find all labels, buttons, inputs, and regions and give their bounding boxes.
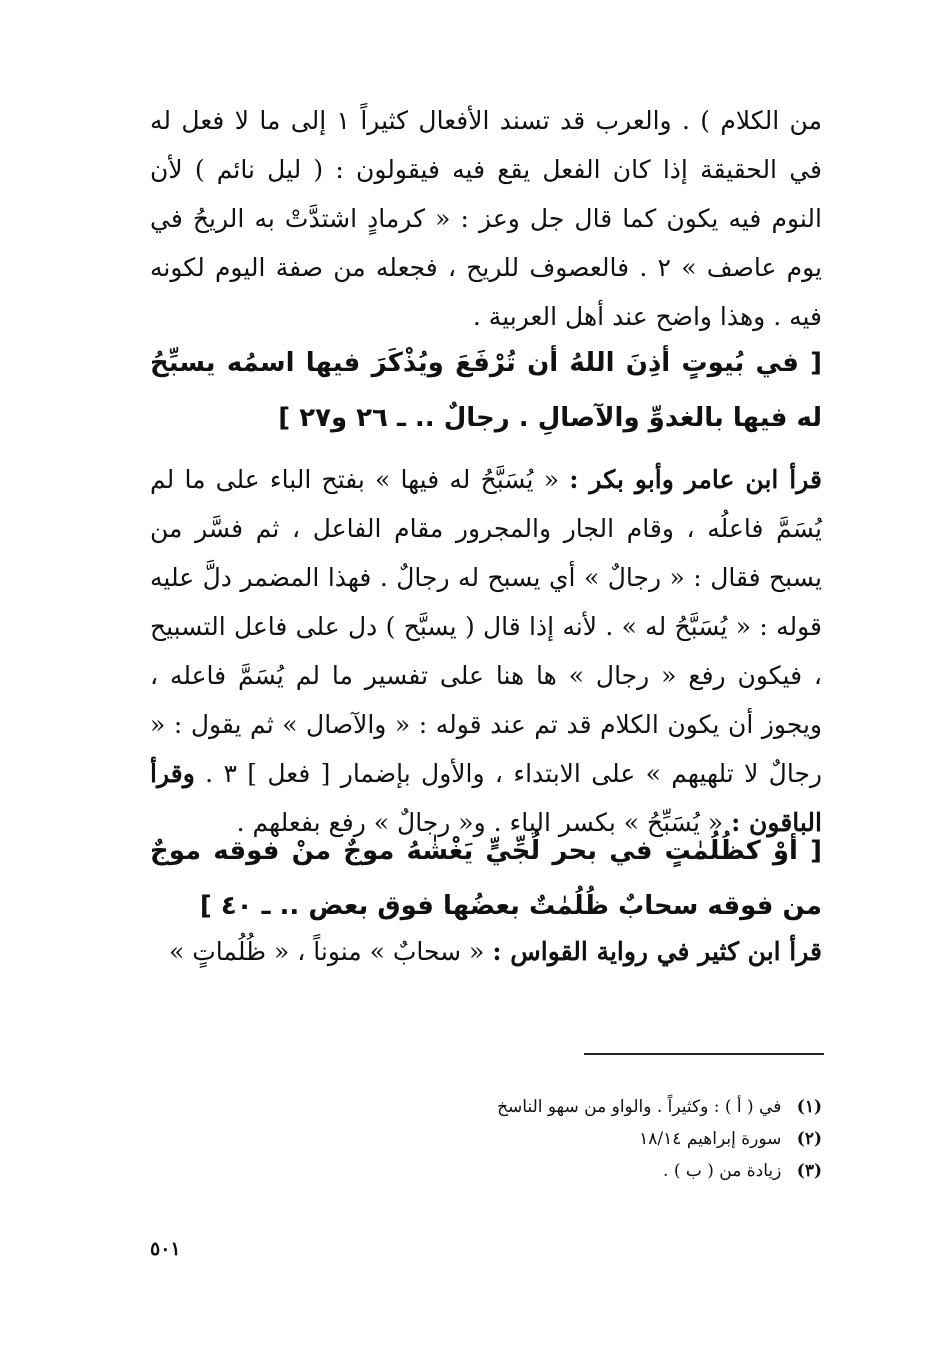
footnote-separator [584, 1053, 824, 1055]
paragraph-readings-1 [150, 455, 822, 847]
footnote-number: (٢) [796, 1129, 822, 1149]
paragraph-readings-2 [150, 927, 822, 976]
verse-text: [ في بُيوتٍ أذِنَ اللهُ أن تُرْفَعَ ويُذْكَرَ فيها اسمُه يسبِّحُ له فيها بالغدوِّ والآصالِ . رجالٌ .. ـ ٢٦ و٢٧ ] [150, 348, 822, 433]
footnote-2 [400, 1123, 822, 1155]
reader-names-remaining: وقرأ الباقون : [150, 759, 822, 837]
footnote-text: في ( أ ) : وكثيراً . والواو من سهو الناسخ [497, 1097, 782, 1117]
quran-verse-1 [150, 336, 822, 446]
footnote-number: (١) [796, 1097, 822, 1117]
paragraph-text: من الكلام ) . والعرب قد تسند الأفعال كثيراً ١ إلى ما لا فعل له في الحقيقة إذا كان الفعل يقع فيه فيقولون : ( ليل نائم ) لأن النوم فيه يكون كما قال جل وعز : « كرمادٍ اشتدَّتْ به الريحُ في يوم عاصف » ٢ . فالعصوف للريح ، فجعله من صفة اليوم لكونه فيه . وهذا واضح عند أهل العربية . [150, 106, 822, 331]
footnote-text: زيادة من ( ب ) . [663, 1161, 782, 1181]
paragraph-intro [150, 96, 822, 341]
footnote-text: سورة إبراهيم ١٨/١٤ [639, 1129, 782, 1149]
verse-text: [ أوْ كظُلُمٰتٍ في بحر لُجِّيٍّ يَغْشٰهُ موجٌ منْ فوقه موجٌ من فوقه سحابٌ ظُلُمٰتٌ بعضُها فوق بعض .. ـ ٤٠ ] [150, 836, 822, 921]
footnotes [400, 1091, 822, 1187]
paragraph-text-end: « يُسَبِّحُ » بكسر الباء . و« رجالٌ » رفع بفعلهم . [236, 808, 724, 837]
paragraph-text: « يُسَبَّحُ له فيها » بفتح الباء على ما لم يُسَمَّ فاعلُه ، وقام الجار والمجرور مقام الفاعل ، ثم فسَّر من يسبح فقال : « رجالٌ » أي يسبح له رجالٌ . فهذا المضمر دلَّ عليه قوله : « يُسَبَّحُ له » . لأنه إذا قال ( يسبَّح ) دل على فاعل التسبيح ، فيكون رفع « رجال » ها هنا على تفسير ما لم يُسَمَّ فاعله ، ويجوز أن يكون الكلام قد تم عند قوله : « والآصال » ثم يقول : « رجالٌ لا تلهيهم » على الابتداء ، والأول بإضمار [ فعل ] ٣ . [150, 465, 822, 788]
reader-names: قرأ ابن كثير في رواية القواس : [492, 937, 822, 966]
footnote-1 [400, 1091, 822, 1123]
reader-names: قرأ ابن عامر وأبو بكر : [569, 465, 822, 494]
footnote-3 [400, 1155, 822, 1187]
quran-verse-2 [150, 824, 822, 934]
paragraph-text: « سحابٌ » منوناً ، « ظُلُماتٍ » [169, 937, 485, 966]
footnote-number: (٣) [796, 1161, 822, 1181]
page-number: ٥٠١ [150, 1238, 181, 1260]
